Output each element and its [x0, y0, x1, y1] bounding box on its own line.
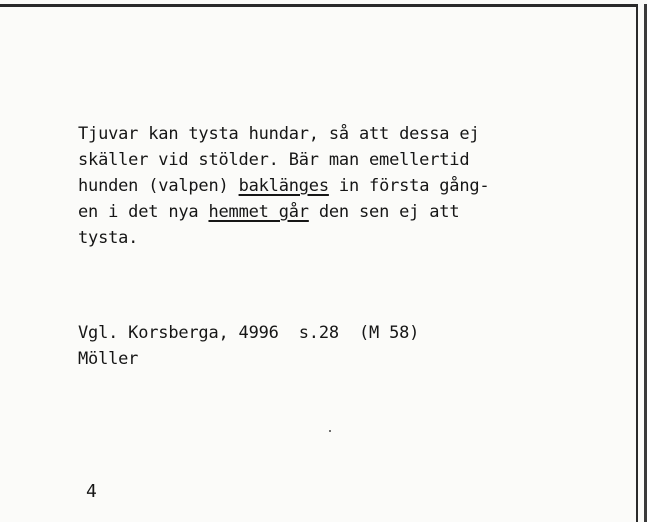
paper-speck	[329, 430, 331, 432]
card-top-edge	[0, 4, 647, 7]
text-line-4-end: den sen ej att	[308, 202, 460, 222]
text-line-2: skäller vid stölder. Bär man emellertid	[78, 150, 470, 170]
text-line-1: Tjuvar kan tysta hundar, så att dessa ej	[78, 124, 480, 144]
text-line-4-start: en i det nya	[78, 202, 209, 222]
text-line-5: tysta.	[78, 228, 139, 248]
page-number: 4	[86, 481, 97, 502]
underlined-word-backwards: baklänges	[238, 176, 329, 196]
text-line-3	[78, 173, 618, 199]
text-line-4	[78, 199, 618, 225]
text-line-3-end: in första gång-	[328, 176, 490, 196]
reference-line-1: Vgl. Korsberga, 4996 s.28 (M 58)	[78, 323, 420, 343]
card-right-edge	[636, 4, 647, 522]
source-reference	[78, 320, 419, 372]
text-line-3-start: hunden (valpen)	[78, 176, 239, 196]
reference-line-2: Möller	[78, 349, 139, 369]
record-text	[78, 121, 618, 251]
underlined-words-home: hemmet går	[208, 202, 309, 222]
